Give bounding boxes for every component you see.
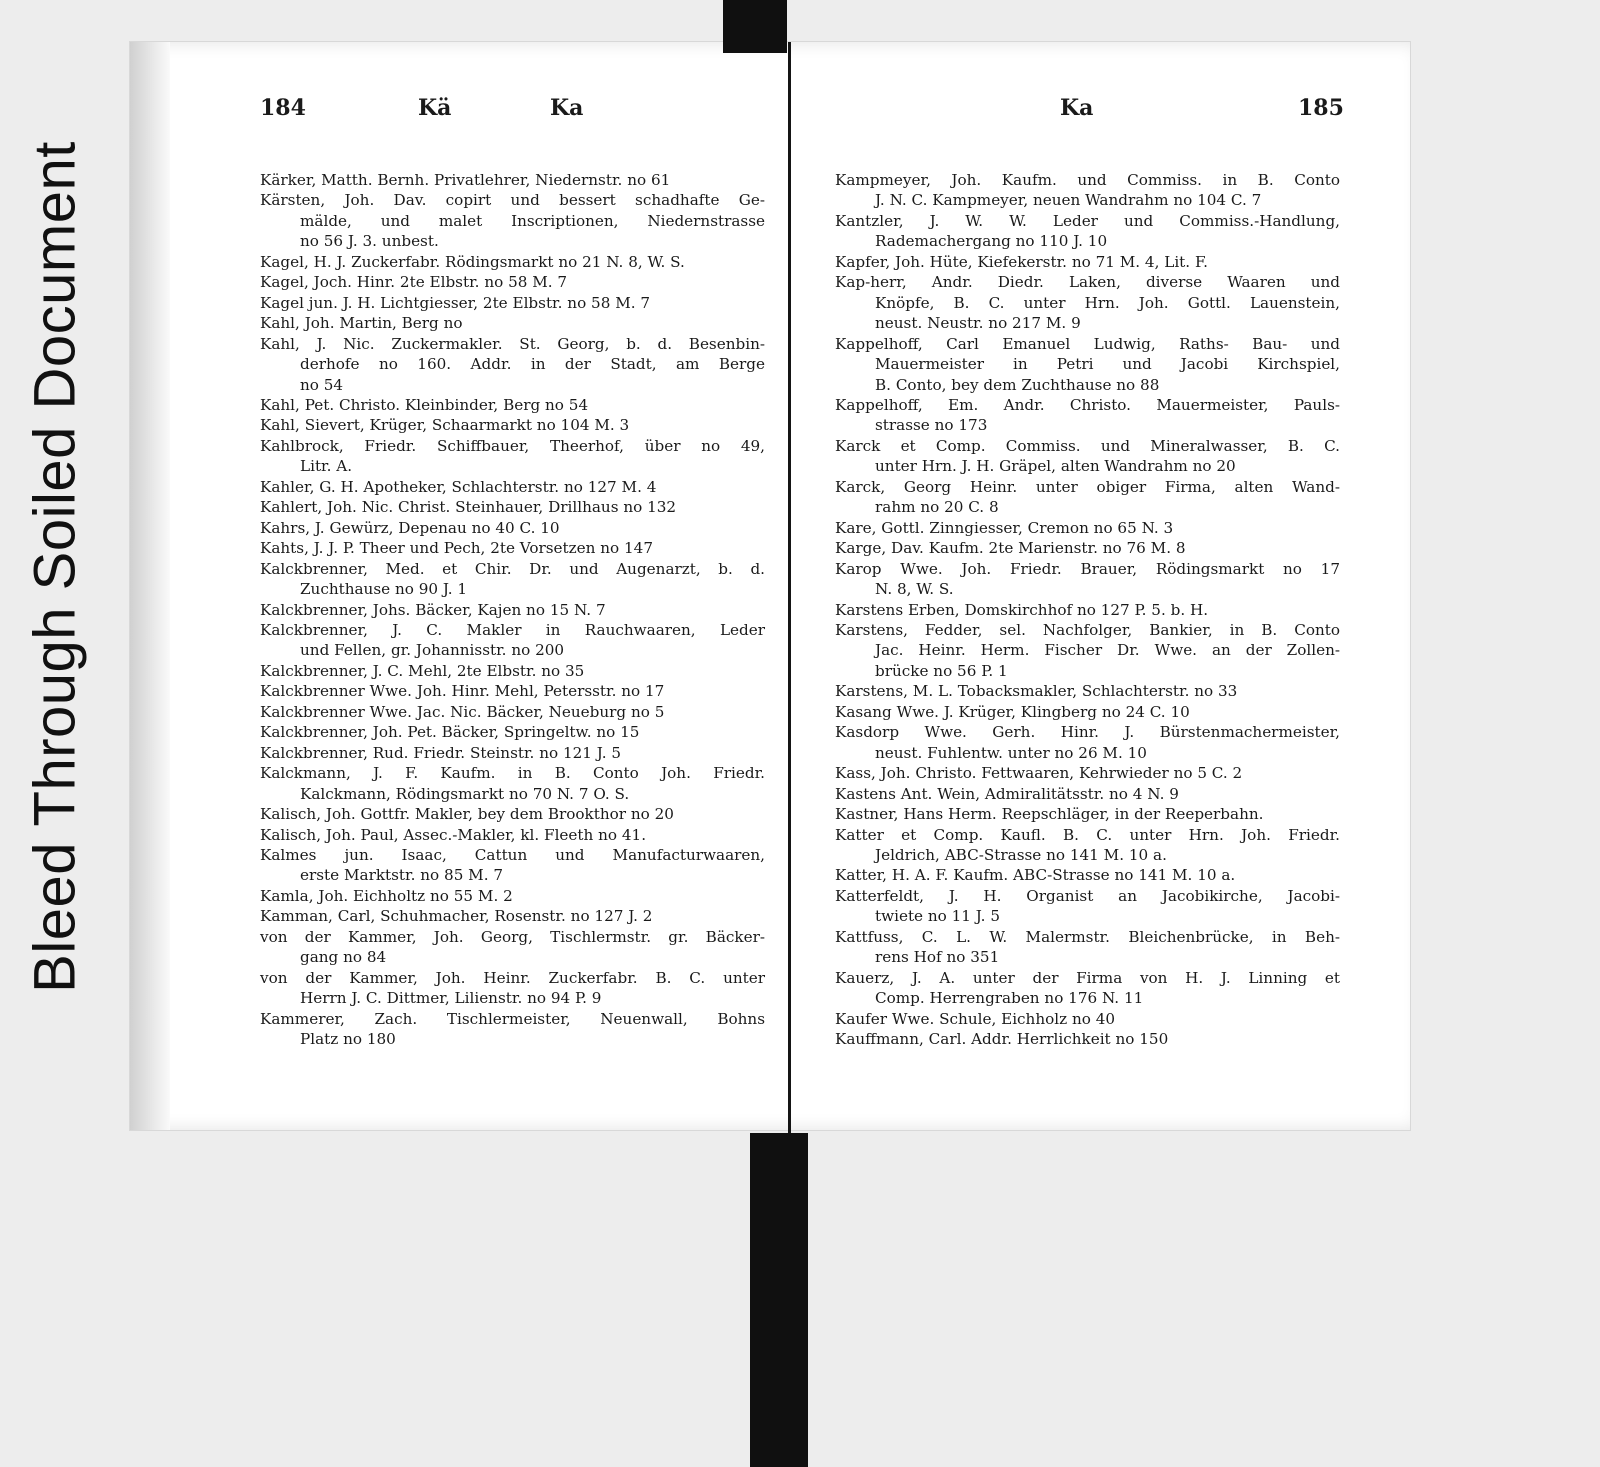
entry-line: Kalmes jun. Isaac, Cattun und Manufacturwaaren, (260, 845, 765, 864)
entry-continuation-line: gang no 84 (300, 948, 387, 967)
entry-continuation-line: Kalckmann, Rödingsmarkt no 70 N. 7 O. S. (300, 784, 630, 803)
directory-entry (835, 518, 1340, 538)
entry-line: Kaufer Wwe. Schule, Eichholz no 40 (835, 1009, 1116, 1028)
directory-entries (260, 170, 765, 1049)
directory-entry (835, 722, 1340, 763)
directory-entry (260, 538, 765, 558)
entry-continuation-line: Jac. Heinr. Herm. Fischer Dr. Wwe. an der Zollen- (875, 641, 1340, 660)
entry-line: Kärsten, Joh. Dav. copirt und bessert schadhafte Ge- (260, 191, 765, 210)
entry-line: Kauerz, J. A. unter der Firma von H. J. Linning et (835, 968, 1340, 987)
entry-continuation-line: N. 8, W. S. (875, 580, 954, 599)
directory-entry (835, 477, 1340, 518)
directory-entry (260, 722, 765, 742)
entry-line: Kalckbrenner, Johs. Bäcker, Kajen no 15 N. 7 (260, 600, 606, 619)
entry-line: Kauffmann, Carl. Addr. Herrlichkeit no 150 (835, 1030, 1169, 1049)
entry-line: Katter, H. A. F. Kaufm. ABC-Strasse no 141 M. 10 a. (835, 866, 1236, 885)
entry-continuation-line: no 56 J. 3. unbest. (300, 232, 439, 251)
directory-entry (835, 784, 1340, 804)
entry-line: Karck et Comp. Commiss. und Mineralwasser, B. C. (835, 436, 1340, 455)
entry-line: Kapfer, Joh. Hüte, Kiefekerstr. no 71 M. 4, Lit. F. (835, 252, 1208, 271)
entry-line: Kappelhoff, Carl Emanuel Ludwig, Raths- Bau- und (835, 334, 1340, 353)
entry-continuation-line: neust. Neustr. no 217 M. 9 (875, 314, 1081, 333)
directory-entry (260, 927, 765, 968)
directory-entry (835, 211, 1340, 252)
entry-continuation-line: no 54 (300, 375, 344, 394)
directory-entry (260, 600, 765, 620)
directory-entry (835, 702, 1340, 722)
directory-entry (260, 1009, 765, 1050)
entry-line: Kahl, Joh. Martin, Berg no (260, 314, 463, 333)
directory-entry (835, 559, 1340, 600)
right-page-header (835, 95, 1344, 134)
entry-line: Kagel, H. J. Zuckerfabr. Rödingsmarkt no 21 N. 8, W. S. (260, 252, 685, 271)
entry-line: Karge, Dav. Kaufm. 2te Marienstr. no 76 M. 8 (835, 539, 1186, 558)
entry-line: Kare, Gottl. Zinngiesser, Cremon no 65 N. 3 (835, 518, 1174, 537)
entry-line: Kahl, J. Nic. Zuckermakler. St. Georg, b. d. Besenbin- (260, 334, 765, 353)
entry-line: Karop Wwe. Joh. Friedr. Brauer, Rödingsmarkt no 17 (835, 559, 1340, 578)
entry-line: Kap-herr, Andr. Diedr. Laken, diverse Waaren und (835, 273, 1340, 292)
entry-line: Kahler, G. H. Apotheker, Schlachterstr. no 127 M. 4 (260, 477, 657, 496)
entry-continuation-line: brücke no 56 P. 1 (875, 661, 1008, 680)
right-page (835, 95, 1344, 1049)
entry-line: Kalckbrenner Wwe. Jac. Nic. Bäcker, Neueburg no 5 (260, 702, 665, 721)
running-head: Kä (418, 95, 452, 121)
directory-entry (260, 518, 765, 538)
entry-continuation-line: derhofe no 160. Addr. in der Stadt, am Berge (300, 355, 765, 374)
page-number: 185 (1298, 95, 1344, 121)
entry-line: Kastens Ant. Wein, Admiralitätsstr. no 4 N. 9 (835, 784, 1179, 803)
entry-continuation-line: erste Marktstr. no 85 M. 7 (300, 866, 504, 885)
entry-continuation-line: Comp. Herrengraben no 176 N. 11 (875, 989, 1144, 1008)
directory-entry (260, 661, 765, 681)
entry-line: Kalckbrenner, J. C. Mehl, 2te Elbstr. no 35 (260, 661, 585, 680)
entry-continuation-line: Zuchthause no 90 J. 1 (300, 580, 468, 599)
directory-entries (835, 170, 1340, 1049)
entry-line: Katterfeldt, J. H. Organist an Jacobikirche, Jacobi- (835, 886, 1340, 905)
entry-continuation-line: twiete no 11 J. 5 (875, 907, 1000, 926)
entry-continuation-line: neust. Fuhlentw. unter no 26 M. 10 (875, 743, 1147, 762)
entry-line: Kalisch, Joh. Gottfr. Makler, bey dem Brookthor no 20 (260, 805, 674, 824)
directory-entry (835, 436, 1340, 477)
directory-entry (260, 968, 765, 1009)
directory-entry (835, 927, 1340, 968)
entry-line: Kamman, Carl, Schuhmacher, Rosenstr. no 127 J. 2 (260, 907, 653, 926)
entry-continuation-line: rens Hof no 351 (875, 948, 1000, 967)
entry-line: Kampmeyer, Joh. Kaufm. und Commiss. in B. Conto (835, 171, 1340, 189)
running-head: Ka (1060, 95, 1094, 121)
directory-entry (260, 681, 765, 701)
entry-line: Kass, Joh. Christo. Fettwaaren, Kehrwieder no 5 C. 2 (835, 764, 1243, 783)
entry-line: Kalckmann, J. F. Kaufm. in B. Conto Joh. Friedr. (260, 764, 765, 783)
directory-entry (260, 620, 765, 661)
directory-entry (260, 395, 765, 415)
entry-line: Kalckbrenner Wwe. Joh. Hinr. Mehl, Petersstr. no 17 (260, 682, 665, 701)
directory-entry (835, 1009, 1340, 1029)
directory-entry (260, 804, 765, 824)
bleed-through-soiled-stamp (20, 62, 90, 1072)
left-page (260, 95, 765, 1049)
directory-entry (260, 252, 765, 272)
entry-line: Kahl, Sievert, Krüger, Schaarmarkt no 104 M. 3 (260, 416, 630, 435)
entry-line: Kalckbrenner, Joh. Pet. Bäcker, Springeltw. no 15 (260, 723, 640, 742)
entry-line: Kahlert, Joh. Nic. Christ. Steinhauer, Drillhaus no 132 (260, 498, 677, 517)
directory-entry (260, 477, 765, 497)
entry-line: Kalisch, Joh. Paul, Assec.-Makler, kl. Fleeth no 41. (260, 825, 647, 844)
directory-entry (835, 272, 1340, 333)
directory-entry (260, 313, 765, 333)
directory-entry (260, 825, 765, 845)
directory-entry (260, 763, 765, 804)
entry-line: Kasang Wwe. J. Krüger, Klingberg no 24 C. 10 (835, 702, 1190, 721)
entry-line: Kamla, Joh. Eichholtz no 55 M. 2 (260, 886, 513, 905)
directory-entry (260, 559, 765, 600)
entry-line: Kahlbrock, Friedr. Schiffbauer, Theerhof, über no 49, (260, 436, 765, 455)
directory-entry (835, 538, 1340, 558)
directory-entry (260, 702, 765, 722)
directory-entry (835, 825, 1340, 866)
directory-entry (260, 170, 765, 190)
entry-continuation-line: Knöpfe, B. C. unter Hrn. Joh. Gottl. Lauenstein, (875, 293, 1340, 312)
entry-continuation-line: strasse no 173 (875, 416, 988, 435)
entry-line: Kantzler, J. W. W. Leder und Commiss.-Handlung, (835, 211, 1340, 230)
directory-entry (260, 845, 765, 886)
directory-entry (260, 334, 765, 395)
entry-continuation-line: Rademachergang no 110 J. 10 (875, 232, 1108, 251)
running-head: Ka (550, 95, 584, 121)
directory-entry (835, 681, 1340, 701)
entry-line: Karck, Georg Heinr. unter obiger Firma, alten Wand- (835, 477, 1340, 496)
directory-entry (260, 190, 765, 251)
entry-continuation-line: unter Hrn. J. H. Gräpel, alten Wandrahm no 20 (875, 457, 1236, 476)
directory-entry (260, 743, 765, 763)
directory-entry (260, 293, 765, 313)
directory-entry (260, 415, 765, 435)
entry-line: von der Kammer, Joh. Georg, Tischlermstr. gr. Bäcker- (260, 927, 765, 946)
entry-line: Kagel, Joch. Hinr. 2te Elbstr. no 58 M. 7 (260, 273, 568, 292)
entry-line: Kasdorp Wwe. Gerh. Hinr. J. Bürstenmachermeister, (835, 723, 1340, 742)
entry-line: von der Kammer, Joh. Heinr. Zuckerfabr. B. C. unter (260, 968, 765, 987)
entry-line: Kalckbrenner, Rud. Friedr. Steinstr. no 121 J. 5 (260, 743, 622, 762)
directory-entry (835, 968, 1340, 1009)
entry-line: Kalckbrenner, Med. et Chir. Dr. und Augenarzt, b. d. (260, 559, 765, 578)
directory-entry (835, 804, 1340, 824)
directory-entry (260, 497, 765, 517)
entry-line: Karstens, M. L. Tobacksmakler, Schlachterstr. no 33 (835, 682, 1238, 701)
entry-line: Kappelhoff, Em. Andr. Christo. Mauermeister, Pauls- (835, 395, 1340, 414)
directory-entry (835, 334, 1340, 395)
entry-continuation-line: Mauermeister in Petri und Jacobi Kirchspiel, (875, 355, 1340, 374)
entry-line: Kärker, Matth. Bernh. Privatlehrer, Niedernstr. no 61 (260, 171, 671, 189)
directory-entry (260, 906, 765, 926)
directory-entry (835, 763, 1340, 783)
directory-entry (260, 436, 765, 477)
entry-line: Kahts, J. J. P. Theer und Pech, 2te Vorsetzen no 147 (260, 539, 653, 558)
entry-continuation-line: Platz no 180 (300, 1030, 396, 1049)
entry-line: Kalckbrenner, J. C. Makler in Rauchwaaren, Leder (260, 620, 765, 639)
directory-entry (835, 865, 1340, 885)
gutter-shadow-bottom (750, 1133, 808, 1467)
directory-entry (835, 395, 1340, 436)
gutter-shadow-top (723, 0, 787, 53)
directory-entry (835, 1029, 1340, 1049)
entry-line: Kagel jun. J. H. Lichtgiesser, 2te Elbstr. no 58 M. 7 (260, 293, 651, 312)
entry-line: Kahl, Pet. Christo. Kleinbinder, Berg no 54 (260, 395, 589, 414)
entry-continuation-line: rahm no 20 C. 8 (875, 498, 999, 517)
directory-entry (260, 886, 765, 906)
entry-continuation-line: Herrn J. C. Dittmer, Lilienstr. no 94 P. 9 (300, 989, 602, 1008)
stamp-text: Bleed Through Soiled Document (22, 141, 88, 993)
entry-continuation-line: und Fellen, gr. Johannisstr. no 200 (300, 641, 565, 660)
entry-line: Karstens, Fedder, sel. Nachfolger, Bankier, in B. Conto (835, 620, 1340, 639)
entry-line: Kastner, Hans Herm. Reepschläger, in der Reeperbahn. (835, 805, 1264, 824)
entry-line: Kahrs, J. Gewürz, Depenau no 40 C. 10 (260, 518, 560, 537)
entry-continuation-line: B. Conto, bey dem Zuchthause no 88 (875, 375, 1160, 394)
left-page-header (260, 95, 765, 134)
entry-line: Karstens Erben, Domskirchhof no 127 P. 5. b. H. (835, 600, 1209, 619)
directory-entry (260, 272, 765, 292)
entry-line: Kammerer, Zach. Tischlermeister, Neuenwall, Bohns (260, 1009, 765, 1028)
directory-entry (835, 620, 1340, 681)
entry-continuation-line: Litr. A. (300, 457, 353, 476)
entry-line: Katter et Comp. Kaufl. B. C. unter Hrn. Joh. Friedr. (835, 825, 1340, 844)
directory-entry (835, 600, 1340, 620)
directory-entry (835, 170, 1340, 211)
entry-line: Kattfuss, C. L. W. Malermstr. Bleichenbrücke, in Beh- (835, 927, 1340, 946)
entry-continuation-line: J. N. C. Kampmeyer, neuen Wandrahm no 104 C. 7 (875, 191, 1262, 210)
page-number: 184 (260, 95, 306, 121)
entry-continuation-line: mälde, und malet Inscriptionen, Niedernstrasse (300, 211, 765, 230)
directory-entry (835, 886, 1340, 927)
directory-entry (835, 252, 1340, 272)
entry-continuation-line: Jeldrich, ABC-Strasse no 141 M. 10 a. (875, 845, 1167, 864)
book-spine (788, 42, 791, 1135)
